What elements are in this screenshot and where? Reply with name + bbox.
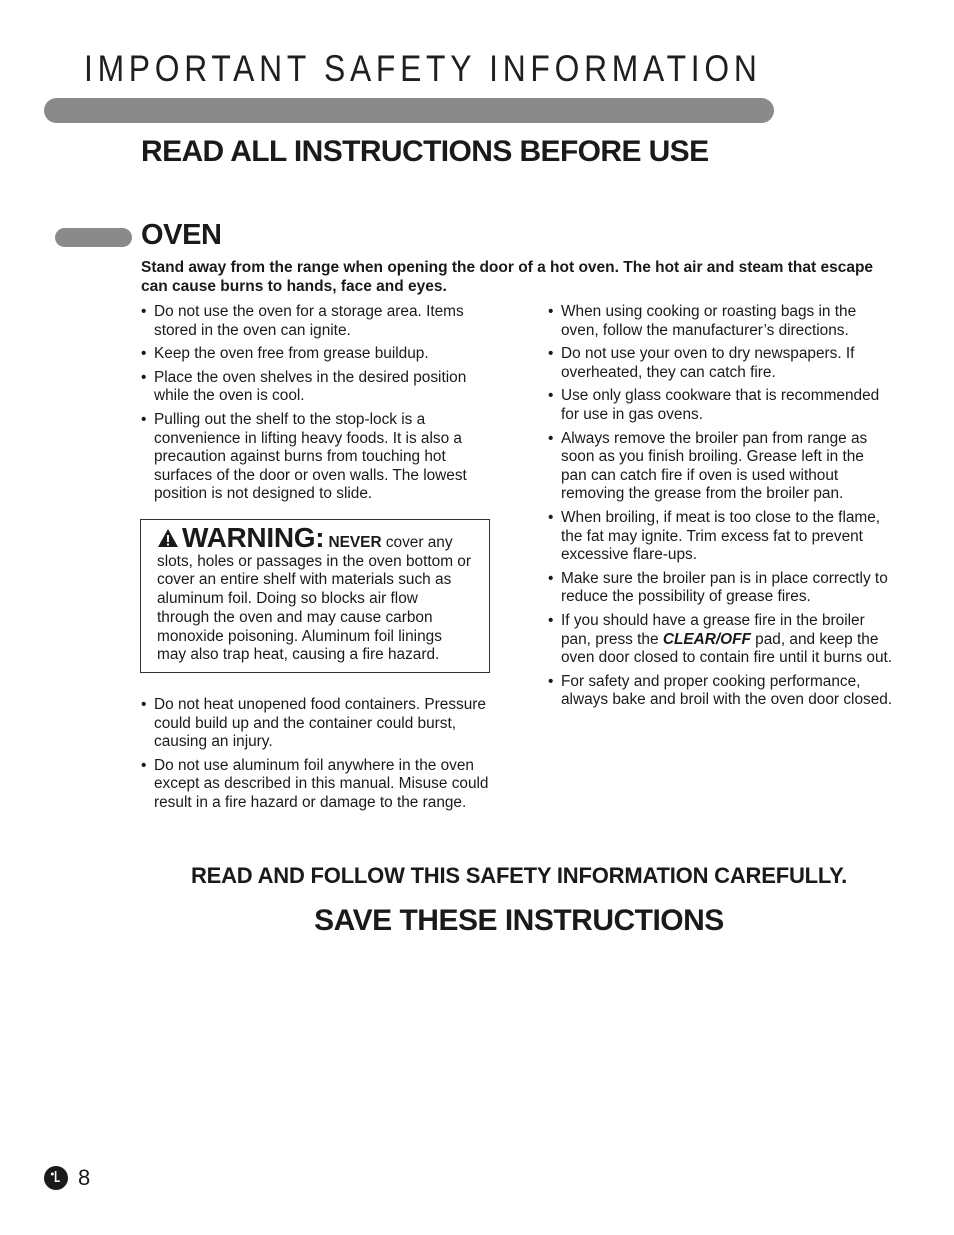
page-title: IMPORTANT SAFETY INFORMATION bbox=[84, 48, 762, 89]
list-item: • Do not use aluminum foil anywhere in the oven except as described in this manual. Misuse could result in a fire hazard or damage to the range. bbox=[141, 757, 491, 813]
intro-warning-text: Stand away from the range when opening the door of a hot oven. The hot air and steam that escape can cause burns to hands, face and eyes. bbox=[141, 259, 874, 295]
list-item: • When broiling, if meat is too close to the flame, the fat may ignite. Trim excess fat to prevent excessive flare-ups. bbox=[548, 509, 893, 565]
clear-off-key: CLEAR/OFF bbox=[662, 630, 751, 648]
list-item-grease-fire bbox=[548, 612, 893, 668]
list-item: • When using cooking or roasting bags in the oven, follow the manufacturer’s directions. bbox=[548, 303, 893, 340]
warning-emphasis: NEVER bbox=[328, 534, 382, 551]
list-item: • For safety and proper cooking performance, always bake and broil with the oven door closed. bbox=[548, 673, 893, 710]
left-bullet-list-top bbox=[141, 303, 491, 509]
section-heading-oven: OVEN bbox=[141, 219, 222, 251]
warning-box bbox=[140, 519, 490, 673]
list-item: • Do not use your oven to dry newspapers. If overheated, they can catch fire. bbox=[548, 345, 893, 382]
read-all-heading: READ ALL INSTRUCTIONS BEFORE USE bbox=[141, 135, 709, 168]
warning-label: WARNING: bbox=[182, 522, 325, 553]
footer-notice: READ AND FOLLOW THIS SAFETY INFORMATION CAREFULLY. bbox=[190, 863, 848, 888]
list-item: • Use only glass cookware that is recommended for use in gas ovens. bbox=[548, 387, 893, 424]
list-item: • Always remove the broiler pan from range as soon as you finish broiling. Grease left in the pan can catch fire if oven is used without removing the grease from the broiler pan. bbox=[548, 430, 893, 504]
grease-fire-text-after: pad, and keep the oven door closed to contain fire until it burns out. bbox=[561, 630, 893, 667]
list-item: • Make sure the broiler pan is in place correctly to reduce the possibility of grease fires. bbox=[548, 570, 893, 607]
warning-text: cover any slots, holes or passages in the oven bottom or cover an entire shelf with materials such as aluminum foil. Doing so blocks air flow through the oven and may cause carbon monoxide poisoning. Aluminum foil linings may also trap heat, causing a fire hazard. bbox=[157, 534, 471, 664]
lg-logo-icon bbox=[44, 1166, 68, 1190]
grease-fire-text-before: If you should have a grease fire in the broiler pan, press the bbox=[561, 611, 865, 648]
list-item: • Do not heat unopened food containers. Pressure could build up and the container could burst, causing an injury. bbox=[141, 696, 491, 752]
page-number: 8 bbox=[78, 1165, 91, 1190]
list-item: • Place the oven shelves in the desired position while the oven is cool. bbox=[141, 369, 491, 406]
save-instructions-heading: SAVE THESE INSTRUCTIONS bbox=[314, 904, 724, 937]
warning-triangle-icon bbox=[157, 528, 179, 548]
section-marker bbox=[55, 228, 132, 247]
title-bar bbox=[44, 98, 774, 123]
right-bullet-list bbox=[548, 303, 893, 715]
list-item: • Do not use the oven for a storage area. Items stored in the oven can ignite. bbox=[141, 303, 491, 340]
left-bullet-list-bottom bbox=[141, 696, 491, 818]
list-item: • Keep the oven free from grease buildup. bbox=[141, 345, 491, 364]
list-item: • Pulling out the shelf to the stop-lock is a convenience in lifting heavy foods. It is also a precaution against burns from touching hot surfaces of the door or oven walls. The lowest position is not designed to slide. bbox=[141, 411, 491, 504]
